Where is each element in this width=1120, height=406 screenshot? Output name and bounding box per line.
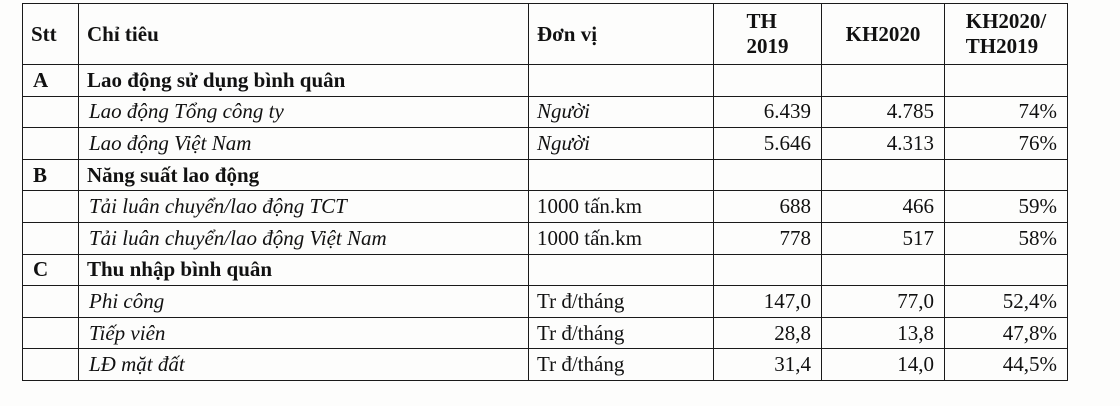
cell-don-vi: Tr đ/tháng	[529, 286, 714, 318]
cell-stt	[23, 286, 79, 318]
cell-don-vi: 1000 tấn.km	[529, 191, 714, 223]
cell-chi-tieu: Lao động sử dụng bình quân	[79, 65, 529, 97]
cell-don-vi: 1000 tấn.km	[529, 222, 714, 254]
table-row	[23, 128, 1068, 160]
header-don-vi: Đơn vị	[529, 4, 714, 65]
header-row	[23, 4, 1068, 65]
header-th2019-text	[747, 9, 789, 59]
header-chi-tieu: Chỉ tiêu	[79, 4, 529, 65]
cell-stt	[23, 128, 79, 160]
cell-ratio: 52,4%	[945, 286, 1068, 318]
cell-chi-tieu: Lao động Tổng công ty	[79, 96, 529, 128]
cell-chi-tieu: Tải luân chuyển/lao động Việt Nam	[79, 222, 529, 254]
cell-ratio: 59%	[945, 191, 1068, 223]
cell-don-vi: Người	[529, 96, 714, 128]
cell-ratio	[945, 65, 1068, 97]
cell-ratio	[945, 254, 1068, 286]
header-ratio-text	[966, 9, 1047, 59]
table-group-row	[23, 65, 1068, 97]
cell-th2019: 147,0	[714, 286, 822, 318]
header-kh2020: KH2020	[822, 4, 945, 65]
header-th2019	[714, 4, 822, 65]
cell-stt	[23, 191, 79, 223]
cell-chi-tieu: Phi công	[79, 286, 529, 318]
cell-stt	[23, 222, 79, 254]
cell-ratio: 76%	[945, 128, 1068, 160]
cell-kh2020	[822, 65, 945, 97]
cell-chi-tieu: Tải luân chuyển/lao động TCT	[79, 191, 529, 223]
cell-ratio	[945, 159, 1068, 191]
cell-stt: A	[23, 65, 79, 97]
cell-kh2020: 14,0	[822, 349, 945, 381]
cell-don-vi	[529, 254, 714, 286]
cell-kh2020: 466	[822, 191, 945, 223]
cell-chi-tieu: LĐ mặt đất	[79, 349, 529, 381]
cell-th2019	[714, 159, 822, 191]
table-row	[23, 349, 1068, 381]
cell-th2019: 6.439	[714, 96, 822, 128]
cell-stt	[23, 317, 79, 349]
cell-stt: B	[23, 159, 79, 191]
labor-statistics-table	[22, 3, 1068, 381]
header-ratio	[945, 4, 1068, 65]
cell-th2019: 778	[714, 222, 822, 254]
header-th2019-line2: 2019	[746, 34, 789, 58]
header-th2019-line1: TH	[746, 8, 777, 33]
cell-chi-tieu: Lao động Việt Nam	[79, 128, 529, 160]
table-row	[23, 96, 1068, 128]
cell-kh2020	[822, 159, 945, 191]
cell-chi-tieu: Năng suất lao động	[79, 159, 529, 191]
cell-kh2020: 4.313	[822, 128, 945, 160]
header-ratio-line2: TH2019	[965, 34, 1039, 58]
cell-ratio: 44,5%	[945, 349, 1068, 381]
cell-chi-tieu: Tiếp viên	[79, 317, 529, 349]
cell-kh2020: 13,8	[822, 317, 945, 349]
cell-th2019	[714, 254, 822, 286]
cell-kh2020: 517	[822, 222, 945, 254]
cell-don-vi	[529, 65, 714, 97]
cell-don-vi	[529, 159, 714, 191]
header-stt: Stt	[23, 4, 79, 65]
cell-th2019: 688	[714, 191, 822, 223]
cell-don-vi: Tr đ/tháng	[529, 349, 714, 381]
cell-ratio: 58%	[945, 222, 1068, 254]
header-ratio-line1: KH2020/	[965, 8, 1047, 33]
cell-stt: C	[23, 254, 79, 286]
cell-chi-tieu: Thu nhập bình quân	[79, 254, 529, 286]
cell-ratio: 47,8%	[945, 317, 1068, 349]
table-row	[23, 222, 1068, 254]
cell-don-vi: Tr đ/tháng	[529, 317, 714, 349]
cell-th2019: 28,8	[714, 317, 822, 349]
cell-kh2020: 77,0	[822, 286, 945, 318]
cell-th2019	[714, 65, 822, 97]
table-row	[23, 191, 1068, 223]
cell-kh2020	[822, 254, 945, 286]
cell-don-vi: Người	[529, 128, 714, 160]
cell-stt	[23, 349, 79, 381]
cell-ratio: 74%	[945, 96, 1068, 128]
table-row	[23, 286, 1068, 318]
cell-th2019: 5.646	[714, 128, 822, 160]
table-group-row	[23, 254, 1068, 286]
cell-kh2020: 4.785	[822, 96, 945, 128]
cell-stt	[23, 96, 79, 128]
table-group-row	[23, 159, 1068, 191]
table-row	[23, 317, 1068, 349]
table-body	[23, 65, 1068, 381]
cell-th2019: 31,4	[714, 349, 822, 381]
